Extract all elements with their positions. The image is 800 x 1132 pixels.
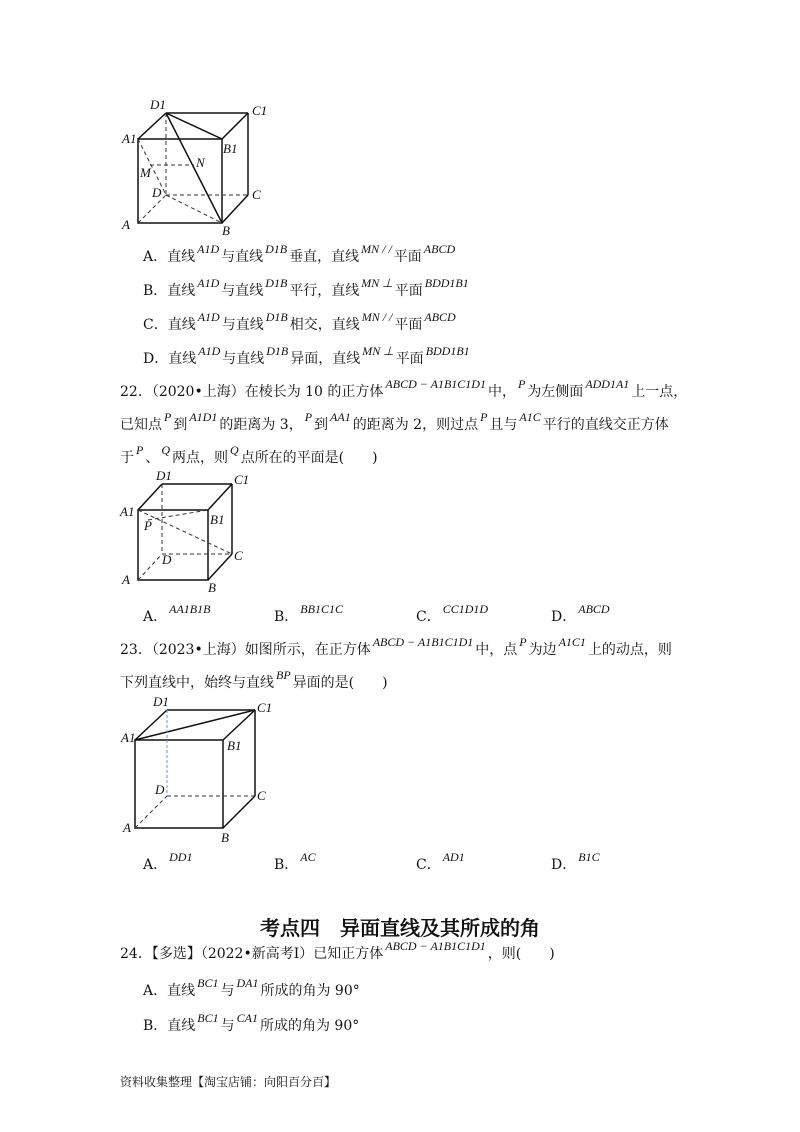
- fig1-label-a1: A1: [122, 131, 137, 146]
- fig1-label-c: C: [252, 187, 261, 202]
- fig1-label-d: D: [152, 185, 162, 200]
- q23-stem-line-1: 23．（2023•上海）如图所示，在正方体 ABCD − A1B1C1D1 中，点 P 为边 A1C1 上的动点，则: [120, 635, 672, 658]
- q22-option-b[interactable]: B． BB1C1C: [274, 602, 343, 625]
- fig1-label-m: M: [140, 165, 151, 180]
- fig1-label-n: N: [196, 155, 205, 170]
- figure-cube-1: [110, 95, 280, 238]
- q22-stem-line-3: 于 P 、 Q 两点，则 Q 点所在的平面是( ): [120, 443, 378, 466]
- q21-option-a[interactable]: A．直线 A1D 与直线 D1B 垂直，直线 MN / / 平面 ABCD: [143, 242, 456, 265]
- fig2-label-d1: D1: [156, 468, 172, 483]
- fig3-label-c: C: [257, 788, 266, 803]
- fig1-label-b: B: [222, 223, 230, 238]
- fig3-label-c1: C1: [257, 700, 273, 715]
- fig2-label-a1: A1: [120, 504, 135, 519]
- fig1-label-b1: B1: [223, 141, 238, 156]
- q23-option-a[interactable]: A． DD1: [143, 850, 193, 873]
- fig2-label-p: P: [144, 518, 152, 533]
- q23-option-d[interactable]: D． B1C: [551, 850, 600, 873]
- cube-diagram-2: [110, 466, 260, 596]
- fig1-label-d1: D1: [150, 97, 166, 112]
- q24-option-a[interactable]: A．直线 BC1 与 DA1 所成的角为 90°: [143, 976, 360, 999]
- q21-option-b[interactable]: B．直线 A1D 与直线 D1B 平行，直线 MN ⊥ 平面 BDD1B1: [143, 276, 469, 299]
- section-title: 考点四 异面直线及其所成的角: [260, 916, 540, 940]
- q24-stem: 24．【多选】（2022•新高考Ⅰ）已知正方体 ABCD − A1B1C1D1 ，则( ): [120, 939, 555, 962]
- q24-option-b[interactable]: B．直线 BC1 与 CA1 所成的角为 90°: [143, 1011, 360, 1034]
- fig3-label-a: A: [123, 820, 131, 835]
- q23-option-b[interactable]: B． AC: [274, 850, 316, 873]
- fig2-label-a: A: [122, 572, 130, 587]
- cube-diagram-1: [110, 95, 280, 238]
- fig3-label-d1: D1: [153, 694, 169, 709]
- q23-stem-line-2: 下列直线中，始终与直线 BP 异面的是( ): [120, 668, 388, 691]
- fig1-label-c1: C1: [252, 103, 268, 118]
- cube-diagram-3: [115, 692, 275, 844]
- fig3-label-a1: A1: [121, 730, 136, 745]
- q22-option-a[interactable]: A． AA1B1B: [143, 602, 211, 625]
- fig3-label-d: D: [155, 782, 165, 797]
- q22-stem-line-2: 已知点 P 到 A1D1 的距离为 3， P 到 AA1 的距离为 2，则过点 P 且与 A1C 平行的直线交正方体: [120, 410, 669, 433]
- fig2-label-d: D: [162, 552, 172, 567]
- footer-note: 资料收集整理【淘宝店铺：向阳百分百】: [120, 1075, 337, 1089]
- q21-option-d[interactable]: D．直线 A1D 与直线 D1B 异面，直线 MN ⊥ 平面 BDD1B1: [143, 344, 470, 367]
- q21-option-c[interactable]: C．直线 A1D 与直线 D1B 相交，直线 MN / / 平面 ABCD: [143, 310, 456, 333]
- fig3-label-b1: B1: [227, 738, 242, 753]
- q22-option-c[interactable]: C． CC1D1D: [416, 602, 489, 625]
- q22-stem-line-1: 22．（2020•上海）在棱长为 10 的正方体 ABCD − A1B1C1D1 中， P 为左侧面 ADD1A1 上一点，: [120, 377, 688, 400]
- figure-cube-2: [110, 466, 260, 596]
- q22-option-d[interactable]: D． ABCD: [551, 602, 610, 625]
- fig2-label-c1: C1: [234, 472, 250, 487]
- q23-option-c[interactable]: C． AD1: [416, 850, 465, 873]
- fig2-label-b1: B1: [210, 512, 225, 527]
- fig1-label-a: A: [122, 217, 130, 232]
- fig3-label-b: B: [221, 830, 229, 845]
- fig2-label-c: C: [234, 548, 243, 563]
- figure-cube-3: [115, 692, 275, 844]
- fig2-label-b: B: [208, 580, 216, 595]
